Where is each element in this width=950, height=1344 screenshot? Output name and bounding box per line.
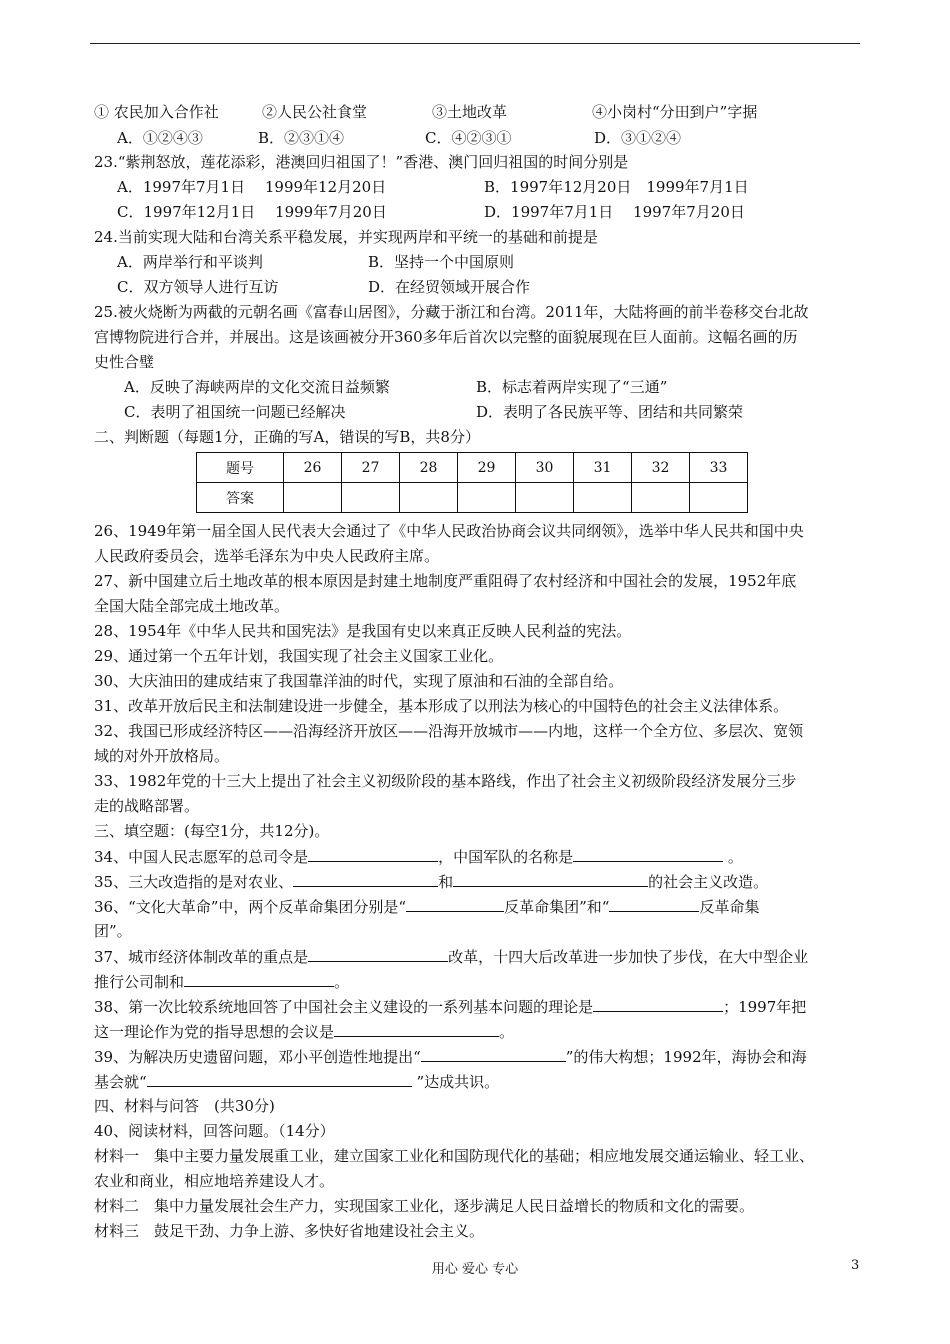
judge-line: 26、1949年第一届全国人民代表大会通过了《中华人民政治协商会议共同纲领》，选举中华人民共和国中央 (94, 522, 804, 540)
q38-line (94, 996, 806, 1017)
fill-blank[interactable] (308, 946, 448, 962)
answer-cell[interactable] (342, 483, 400, 513)
answer-cell[interactable] (400, 483, 458, 513)
q22-option-d: D．③①②④ (594, 129, 682, 147)
judge-line: 人民政府委员会，选举毛泽东为中央人民政府主席。 (94, 547, 440, 565)
answer-cell[interactable] (690, 483, 748, 513)
q34-text: 34、中国人民志愿军的总司令是 (94, 848, 309, 866)
q25-option-a: A．反映了海峡两岸的文化交流日益频繁 (124, 378, 390, 396)
q38-text: 38、第一次比较系统地回答了中国社会主义建设的一系列基本问题的理论是 (94, 998, 594, 1016)
q39-text: ”达成共识。 (411, 1073, 500, 1091)
judge-line: 走的战略部署。 (94, 797, 200, 815)
judge-line: 域的对外开放格局。 (94, 747, 230, 765)
answer-label: 答案 (197, 483, 284, 513)
q40-stem: 40、阅读材料，回答问题。（14分） (94, 1122, 335, 1140)
q35-text: 的社会主义改造。 (648, 873, 769, 891)
judge-line: 30、大庆油田的建成结束了我国靠洋油的时代，实现了原油和石油的全部自给。 (94, 672, 624, 690)
q25-option-c: C．表明了祖国统一问题已经解决 (124, 403, 346, 421)
judge-line: 28、1954年《中华人民共和国宪法》是我国有史以来真正反映人民利益的宪法。 (94, 622, 632, 640)
judge-line: 33、1982年党的十三大上提出了社会主义初级阶段的基本路线，作出了社会主义初级阶段经济发展分三步 (94, 772, 797, 790)
fill-blank[interactable] (573, 846, 723, 862)
q39-text: 39、为解决历史遗留问题，邓小平创造性地提出“ (94, 1048, 421, 1066)
judge-line: 31、改革开放后民主和法制建设进一步健全，基本形成了以刑法为核心的中国特色的社会主义法律体系。 (94, 697, 789, 715)
answer-table-header-row (197, 453, 748, 483)
q38-text: 。 (499, 1023, 515, 1041)
q23-option-b: B．1997年12月20日 1999年7月1日 (484, 178, 749, 196)
q25-option-b: B．标志着两岸实现了“三通” (476, 378, 668, 396)
q34-text: ，中国军队的名称是 (438, 848, 574, 866)
answer-cell[interactable] (574, 483, 632, 513)
fill-blank[interactable] (421, 1046, 566, 1062)
answer-cell[interactable] (284, 483, 342, 513)
question-number-33: 33 (690, 453, 748, 483)
q36-line (94, 896, 759, 917)
q37-line-2 (94, 971, 349, 992)
judge-line: 全国大陆全部完成土地改革。 (94, 597, 290, 615)
fill-blank[interactable] (453, 871, 648, 887)
q23-stem: 23.“紫荆怒放，莲花添彩，港澳回归祖国了！”香港、澳门回归祖国的时间分别是 (94, 153, 629, 171)
material-line: 材料二 集中力量发展社会生产力，实现国家工业化，逐步满足人民日益增长的物质和文化的需要。 (94, 1197, 755, 1215)
q37-text: 。 (334, 973, 350, 991)
q35-line (94, 871, 768, 892)
footer-motto: 用心 爱心 专心 (431, 1262, 519, 1277)
answer-table (196, 452, 748, 513)
question-number-29: 29 (458, 453, 516, 483)
question-number-27: 27 (342, 453, 400, 483)
question-number-31: 31 (574, 453, 632, 483)
q37-text: 推行公司制和 (94, 973, 185, 991)
q37-line (94, 946, 808, 967)
section-3-title: 三、填空题：(每空1分，共12分)。 (94, 822, 330, 840)
q36-text: 36、“文化大革命”中，两个反革命集团分别是“ (94, 898, 407, 916)
q38-line-2 (94, 1021, 514, 1042)
q24-option-b: B．坚持一个中国原则 (368, 253, 515, 271)
q37-text: 37、城市经济体制改革的重点是 (94, 948, 309, 966)
q25-stem-line-1: 25.被火烧断为两截的元朝名画《富春山居图》，分藏于浙江和台湾。2011年，大陆将画的前半卷移交台北故 (94, 303, 809, 321)
q22-item-2: ②人民公社食堂 (262, 103, 368, 121)
judge-line: 29、通过第一个五年计划，我国实现了社会主义国家工业化。 (94, 647, 504, 665)
q22-item-4: ④小岗村“分田到户”字据 (592, 103, 758, 121)
fill-blank[interactable] (593, 996, 723, 1012)
section-2-title: 二、判断题（每题1分，正确的写A，错误的写B，共8分） (94, 428, 480, 446)
answer-cell[interactable] (458, 483, 516, 513)
fill-blank[interactable] (308, 846, 438, 862)
q24-option-c: C．双方领导人进行互访 (117, 278, 279, 296)
question-number-label: 题号 (197, 453, 284, 483)
q23-option-d: D．1997年7月1日 1997年7月20日 (484, 203, 745, 221)
q22-option-c: C．④②③① (425, 129, 512, 147)
q25-stem-line-2: 宫博物院进行合并，并展出。这是该画被分开360多年后首次以完整的面貌展现在巨人面前。这幅名画的历 (94, 328, 798, 346)
q39-text: ”的伟大构想；1992年，海协会和海 (565, 1048, 807, 1066)
answer-table-answer-row (197, 483, 748, 513)
question-number-30: 30 (516, 453, 574, 483)
fill-blank[interactable] (334, 1021, 499, 1037)
q23-option-a: A．1997年7月1日 1999年12月20日 (117, 178, 387, 196)
question-number-28: 28 (400, 453, 458, 483)
q25-option-d: D．表明了各民族平等、团结和共同繁荣 (476, 403, 744, 421)
q36-text: 反革命集团”和“ (504, 898, 610, 916)
answer-cell[interactable] (632, 483, 690, 513)
q25-stem-line-3: 史性合璧 (94, 353, 155, 371)
q23-option-c: C．1997年12月1日 1999年7月20日 (117, 203, 387, 221)
q35-text: 和 (438, 873, 454, 891)
q39-line (94, 1046, 807, 1067)
section-4-title: 四、材料与问答 (共30分) (94, 1097, 275, 1115)
q34-text: 。 (723, 848, 743, 866)
q36-line-2: 团”。 (94, 922, 132, 940)
q38-text: ；1997年把 (723, 998, 807, 1016)
fill-blank[interactable] (293, 871, 438, 887)
judge-line: 32、我国已形成经济特区——沿海经济开放区——沿海开放城市——内地，这样一个全方位、多层次、宽领 (94, 722, 804, 740)
q24-option-d: D．在经贸领域开展合作 (368, 278, 531, 296)
q34-line (94, 846, 743, 867)
material-line: 农业和商业，相应地培养建设人才。 (94, 1172, 335, 1190)
question-number-32: 32 (632, 453, 690, 483)
q24-stem: 24.当前实现大陆和台湾关系平稳发展，并实现两岸和平统一的基础和前提是 (94, 228, 598, 246)
page-number: 3 (851, 1258, 860, 1273)
fill-blank[interactable] (147, 1071, 412, 1087)
q37-text: 改革，十四大后改革进一步加快了步伐，在大中型企业 (448, 948, 809, 966)
header-rule (90, 43, 860, 44)
answer-cell[interactable] (516, 483, 574, 513)
material-line: 材料三 鼓足干劲、力争上游、多快好省地建设社会主义。 (94, 1222, 485, 1240)
q39-line-2 (94, 1071, 499, 1092)
q22-option-a: A．①②④③ (117, 129, 203, 147)
fill-blank[interactable] (406, 896, 504, 912)
q22-item-3: ③土地改革 (432, 103, 508, 121)
q22-option-b: B．②③①④ (258, 129, 345, 147)
q35-text: 35、三大改造指的是对农业、 (94, 873, 294, 891)
q24-option-a: A．两岸举行和平谈判 (117, 253, 263, 271)
q39-text: 基会就“ (94, 1073, 147, 1091)
q22-item-1: ① 农民加入合作社 (94, 103, 219, 121)
judge-line: 27、新中国建立后土地改革的根本原因是封建土地制度严重阻碍了农村经济和中国社会的发展，1952年底 (94, 572, 797, 590)
material-line: 材料一 集中主要力量发展重工业，建立国家工业化和国防现代化的基础；相应地发展交通运输业、轻工业、 (94, 1147, 815, 1165)
q38-text: 这一理论作为党的指导思想的会议是 (94, 1023, 335, 1041)
fill-blank[interactable] (609, 896, 699, 912)
question-number-26: 26 (284, 453, 342, 483)
fill-blank[interactable] (184, 971, 334, 987)
q36-text: 反革命集 (699, 898, 760, 916)
